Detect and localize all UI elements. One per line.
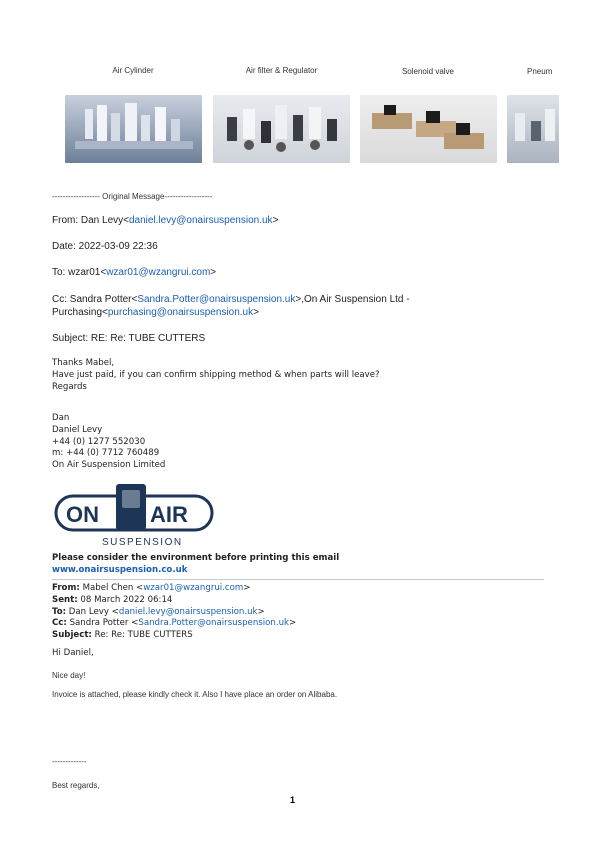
caption-air-filter-regulator: Air filter & Regulator	[245, 66, 318, 75]
quoted-sent-label: Sent:	[52, 594, 78, 605]
quoted-cc-name: Sandra Potter <	[66, 618, 139, 629]
quoted-to-close: >	[257, 606, 265, 617]
page-number: 1	[290, 795, 296, 805]
environment-note: Please consider the environment before printing this email	[52, 553, 340, 563]
solenoid-valve-image	[360, 95, 497, 163]
header-cc-mid: >,On Air Suspension Ltd -	[295, 294, 410, 305]
header-from	[52, 214, 278, 227]
signature-line: Dan	[52, 413, 70, 423]
quoted-sent-value: 08 March 2022 06:14	[77, 594, 173, 605]
reply-line: Have just paid, if you can confirm shipping method & when parts will leave?	[52, 369, 380, 380]
original-message-divider: ------------------ Original Message------------------	[52, 192, 213, 201]
quoted-subject-value: Re: Re: TUBE CUTTERS	[91, 630, 193, 641]
quoted-cc-close: >	[289, 618, 297, 629]
logo-text-air: AIR	[150, 502, 188, 527]
quoted-subject	[52, 630, 296, 642]
header-cc-label: Cc: Sandra Potter<	[52, 294, 138, 305]
header-cc-close: >	[253, 307, 259, 318]
on-air-suspension-logo	[52, 482, 217, 548]
header-subject: Subject: RE: Re: TUBE CUTTERS	[52, 333, 206, 344]
signature-line: On Air Suspension Limited	[52, 460, 166, 471]
header-to-label: To: wzar01<	[52, 267, 107, 278]
quoted-header	[52, 583, 296, 642]
logo-text-on: ON	[66, 502, 99, 527]
quoted-from-name: Mabel Chen <	[79, 583, 144, 593]
quoted-closing: Best regards,	[52, 781, 100, 790]
quoted-from-close: >	[243, 583, 251, 593]
pneumatic-image	[507, 95, 559, 163]
air-filter-regulator-image	[213, 95, 350, 163]
quoted-cc-label: Cc:	[52, 618, 67, 629]
quoted-cc-email-link[interactable]: Sandra.Potter@onairsuspension.uk	[138, 618, 290, 629]
header-cc-email1-link[interactable]: Sandra.Potter@onairsuspension.uk	[137, 294, 296, 305]
quoted-line-invoice: Invoice is attached, please kindly check it. Also I have place an order on Alibaba.	[52, 690, 338, 699]
reply-body	[52, 358, 380, 393]
signature-line: Daniel Levy	[52, 424, 103, 435]
quoted-from-label: From:	[52, 583, 80, 593]
quoted-greeting: Hi Daniel,	[52, 648, 94, 658]
header-cc-line2-label: Purchasing<	[52, 307, 108, 318]
quoted-line-nice-day: Nice day!	[52, 671, 86, 680]
quoted-to-label: To:	[52, 606, 67, 617]
header-to	[52, 266, 216, 279]
signature-line: +44 (0) 1277 552030	[52, 436, 146, 447]
quoted-to-name: Dan Levy <	[66, 606, 119, 617]
caption-air-cylinder: Air Cylinder	[112, 66, 154, 75]
reply-line: Regards	[52, 381, 87, 392]
quoted-from	[52, 583, 296, 595]
header-from-close: >	[272, 215, 279, 226]
quoted-to-email-link[interactable]: daniel.levy@onairsuspension.uk	[118, 606, 258, 617]
website-link[interactable]: www.onairsuspension.co.uk	[52, 565, 188, 575]
logo-subtext: SUSPENSION	[102, 537, 183, 548]
quoted-subject-label: Subject:	[52, 630, 92, 641]
header-cc	[52, 293, 410, 319]
header-from-email-link[interactable]: daniel.levy@onairsuspension.uk	[128, 215, 273, 226]
quoted-cc	[52, 618, 296, 630]
header-to-close: >	[210, 267, 217, 278]
reply-line: Thanks Mabel,	[52, 358, 115, 368]
header-from-label: From: Dan Levy<	[52, 215, 129, 226]
quoted-divider: -------------	[52, 757, 87, 766]
quoted-to	[52, 607, 296, 619]
signature-line: m: +44 (0) 7712 760489	[52, 448, 160, 459]
header-date: Date: 2022-03-09 22:36	[52, 241, 158, 252]
quoted-from-email-link[interactable]: wzar01@wzangrui.com	[143, 583, 244, 593]
air-cylinder-image	[65, 95, 202, 163]
quoted-sent	[52, 595, 296, 607]
signature-block	[52, 413, 165, 472]
quoted-separator	[52, 579, 544, 580]
caption-solenoid-valve: Solenoid valve	[401, 67, 455, 76]
header-cc-email2-link[interactable]: purchasing@onairsuspension.uk	[107, 307, 254, 318]
header-to-email-link[interactable]: wzar01@wzangrui.com	[106, 267, 211, 278]
caption-pneumatic: Pneum	[527, 67, 553, 76]
